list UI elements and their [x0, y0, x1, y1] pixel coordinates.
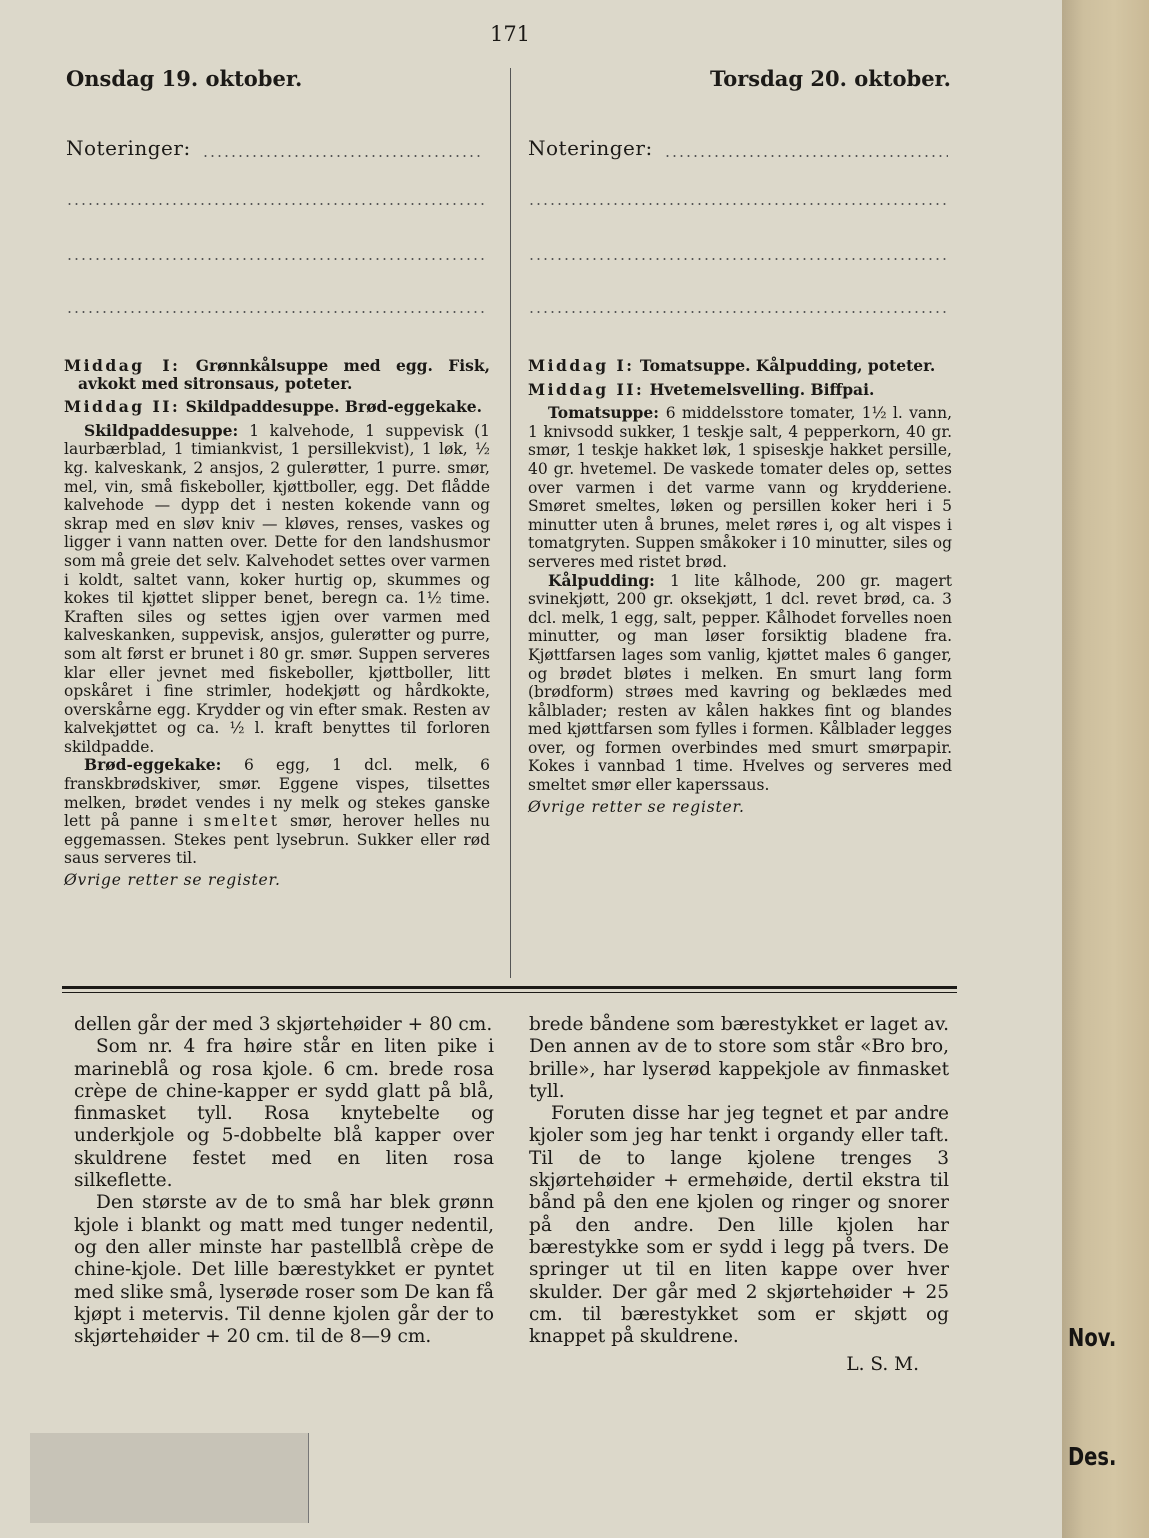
page-edge-thumb-index: [1062, 0, 1149, 1538]
left-notes-line: [66, 258, 486, 260]
right-register-note: Øvrige retter se register.: [528, 797, 745, 816]
right-recipe-column: [528, 357, 952, 816]
left-notes-line: [66, 311, 486, 313]
left-menu-2: Middag II: Skildpaddesuppe. Brød-eggekake.: [64, 397, 482, 417]
article-paragraph: Den største av de to små har blek grønn kjole i blankt og matt med tunger nedentil, og den aller minste har pastellblå crèpe de chine-kjole. Det lille bærestykket er pyntet med slike små, lyserøde roser som De kan få kjøpt i metervis. Til denne kjolen går der to skjørtehøider + 20 cm. til de 8—9 cm.: [74, 1192, 494, 1348]
left-register-note: Øvrige retter se register.: [64, 871, 281, 890]
column-divider: [510, 68, 511, 978]
page-number: 171: [489, 22, 531, 46]
article-paragraph: dellen går der med 3 skjørtehøider + 80 cm.: [74, 1014, 493, 1035]
month-tab-november[interactable]: Nov.: [1068, 1323, 1117, 1352]
left-notes-line: [66, 203, 486, 205]
article-paragraph: Foruten disse har jeg tegnet et par andre kjoler som jeg har tenkt i organdy eller taft. Til de to lange kjolene trenges 3 skjørtehøider + ermehøide, dertil ekstra til bånd på den ene kjolen og ringer og snorer på den andre. Den lille kjolen har bærestykke som er sydd i legg på tvers. De springer ut til en liten kappe over hver skulder. Der går med 2 skjørtehøider + 25 cm. til bærestykket som er skjøtt og knappet på skuldrene.: [529, 1103, 949, 1348]
right-day-heading: Torsdag 20. oktober.: [710, 66, 951, 91]
article-paragraph: Som nr. 4 fra høire står en liten pike i marineblå og rosa kjole. 6 cm. brede rosa crèpe de chine-kapper er sydd glatt på blå, finmasket tyll. Rosa knytebelte og underkjole og 5-dobbelte blå kapper over skuldrene festet med en liten rosa silkeflette.: [74, 1036, 494, 1192]
section-rule: [62, 986, 957, 989]
article-signature: L. S. M.: [846, 1354, 919, 1376]
library-label-area: [30, 1433, 308, 1523]
month-tab-december[interactable]: Des.: [1068, 1442, 1117, 1471]
label-edge: [308, 1433, 309, 1523]
right-menu-2: Middag II: Hvetemelsvelling. Biffpai.: [528, 379, 875, 399]
article-paragraph: brede båndene som bærestykket er laget av. Den annen av de to store som står «Bro bro, brille», har lyserød kappekjole av finmasket tyll.: [529, 1014, 949, 1102]
right-notes-line: [528, 258, 950, 260]
left-notes-line: [202, 155, 484, 157]
article-left-column: [74, 1014, 494, 1348]
right-notes-label: Noteringer:: [528, 136, 653, 160]
right-recipe-2: Kålpudding: 1 lite kålhode, 200 gr. magert svinekjøtt, 200 gr. oksekjøtt, 1 dcl. revet brød, ca. 3 dcl. melk, 1 egg, salt, pepper. Kålhodet forvelles noen minutter, og man løser forsiktig bladene fra. Kjøttfarsen lages som vanlig, kjøttet males 6 ganger, og brødet bløtes i melken. En smurt lang form (brødform) strøes med kavring og beklædes med kålblader; resten av kålen hakkes fint og blandes med kjøttfarsen som fylles i formen. Kålblader legges over, og formen overbindes med smurt smørpapir. Kokes i vannbad 1 time. Hvelves og serveres med smeltet smør eller kaperssaus.: [528, 570, 952, 795]
right-notes-line: [528, 203, 950, 205]
left-day-heading: Onsdag 19. oktober.: [66, 66, 303, 91]
article-right-column: [529, 1014, 949, 1377]
left-recipe-column: [64, 357, 490, 890]
left-recipe-2: Brød-eggekake: 6 egg, 1 dcl. melk, 6 franskbrødskiver, smør. Eggene vispes, tilsettes melken, brødet vendes i ny melk og stekes ganske lett på panne i smeltet smør, herover helles nu eggemassen. Stekes pent lysebrun. Sukker eller rød saus serveres til.: [64, 755, 490, 868]
right-recipe-1: Tomatsuppe: 6 middelsstore tomater, 1½ l. vann, 1 knivsodd sukker, 1 teskje salt, 4 pepperkorn, 40 gr. smør, 1 teskje hakket løk, 1 spiseskje hakket persille, 40 gr. hvetemel. De vaskede tomater deles op, settes over varmen i det varme vann og krydderiene. Smøret smeltes, løken og persillen koker heri i 5 minutter uten å brunes, melet røres i, og alt vispes i tomatgryten. Suppen småkoker i 10 minutter, siles og serveres med ristet brød.: [528, 403, 952, 571]
right-notes-line: [664, 155, 948, 157]
right-notes-line: [528, 311, 950, 313]
section-rule-thin: [62, 992, 957, 993]
right-menu-1: Middag I: Tomatsuppe. Kålpudding, poteter.: [528, 356, 936, 375]
left-notes-label: Noteringer:: [66, 136, 191, 160]
left-recipe-1: Skildpaddesuppe: 1 kalvehode, 1 suppevisk (1 laurbærblad, 1 timiankvist, 1 persillekvist), 1 løk, ½ kg. kalveskank, 2 ansjos, 2 gulerøtter, 1 purre. smør, mel, vin, små fiskeboller, kjøttboller, egg. Det flådde kalvehode — dypp det i nesten kokende vann og skrap med en sløv kniv — kløves, renses, vaskes og ligger i vann natten over. Dette for den landshusmor som må greie det selv. Kalvehodet settes over varmen i koldt, saltet vann, koker hurtig op, skummes og kokes til kjøttet slipper benet, beregn ca. 1½ time. Kraften siles og settes igjen over varmen med kalveskanken, suppevisk, ansjos, gulerøtter og purre, som alt først er brunet i 80 gr. smør. Suppen serveres klar eller jevnet med fiskeboller, kjøttboller, litt opskåret i fine strimler, hodekjøtt og hårdkokte, overskårne egg. Krydder og vin efter smak. Resten av kalvekjøttet og ca. ½ l. kraft benyttes til forloren skildpadde.: [64, 420, 490, 756]
left-menu-1: Middag I: Grønnkålsuppe med egg. Fisk, avkokt med sitronsaus, poteter.: [64, 356, 490, 393]
